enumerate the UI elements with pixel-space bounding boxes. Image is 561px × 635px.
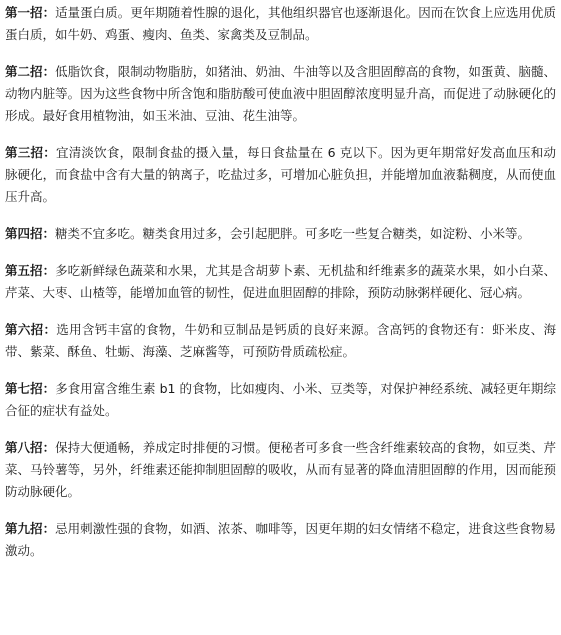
tip-title: 第三招： bbox=[5, 145, 56, 160]
tip-text: 多吃新鲜绿色蔬菜和水果，尤其是含胡萝卜素、无机盐和纤维素多的蔬菜水果，如小白菜、芹菜、大枣、山楂等，能增加血管的韧性，促进血胆固醇的排除，预防动脉粥样硬化、冠心病。 bbox=[5, 263, 556, 300]
tip-text: 多食用富含维生素 b1 的食物，比如瘦肉、小米、豆类等，对保护神经系统、减轻更年期综合征的症状有益处。 bbox=[5, 381, 556, 418]
tip-text: 宜清淡饮食，限制食盐的摄入量，每日食盐量在 6 克以下。因为更年期常好发高血压和动脉硬化，而食盐中含有大量的钠离子，吃盐过多，可增加心脏负担，并能增加血液黏稠度，从而使血压升高。 bbox=[5, 145, 556, 204]
tip-text: 糖类不宜多吃。糖类食用过多，会引起肥胖。可多吃一些复合糖类，如淀粉、小米等。 bbox=[55, 226, 531, 241]
tip-title: 第五招： bbox=[5, 263, 56, 278]
tip-paragraph bbox=[5, 518, 556, 562]
tip-text: 适量蛋白质。更年期随着性腺的退化，其他组织器官也逐渐退化。因而在饮食上应选用优质蛋白质，如牛奶、鸡蛋、瘦肉、鱼类、家禽类及豆制品。 bbox=[5, 5, 556, 42]
tip-paragraph bbox=[5, 437, 556, 503]
tip-text: 保持大便通畅，养成定时排便的习惯。便秘者可多食一些含纤维素较高的食物，如豆类、芹菜、马铃薯等，另外，纤维素还能抑制胆固醇的吸收，从而有显著的降血清胆固醇的作用，因而能预防动脉硬化。 bbox=[5, 440, 556, 499]
tip-title: 第七招： bbox=[5, 381, 56, 396]
tip-paragraph bbox=[5, 142, 556, 208]
tip-title: 第一招： bbox=[5, 5, 56, 20]
tip-paragraph bbox=[5, 61, 556, 127]
tip-title: 第六招： bbox=[5, 322, 57, 337]
tip-paragraph bbox=[5, 319, 556, 363]
tip-paragraph bbox=[5, 260, 556, 304]
tip-text: 低脂饮食，限制动物脂肪，如猪油、奶油、牛油等以及含胆固醇高的食物，如蛋黄、脑髓、动物内脏等。因为这些食物中所含饱和脂肪酸可使血液中胆固醇浓度明显升高，而促进了动脉硬化的形成。最好食用植物油，如玉米油、豆油、花生油等。 bbox=[5, 64, 556, 123]
tip-title: 第二招： bbox=[5, 64, 56, 79]
tip-paragraph bbox=[5, 378, 556, 422]
tip-paragraph bbox=[5, 223, 556, 245]
tip-paragraph bbox=[5, 2, 556, 46]
tip-title: 第四招： bbox=[5, 226, 56, 241]
tip-title: 第八招： bbox=[5, 440, 56, 455]
tip-text: 忌用刺激性强的食物，如酒、浓茶、咖啡等，因更年期的妇女情绪不稳定，进食这些食物易激动。 bbox=[5, 521, 556, 558]
tip-title: 第九招： bbox=[5, 521, 56, 536]
tip-text: 选用含钙丰富的食物，牛奶和豆制品是钙质的良好来源。含高钙的食物还有：虾米皮、海带、紫菜、酥鱼、牡蛎、海藻、芝麻酱等，可预防骨质疏松症。 bbox=[5, 322, 556, 359]
